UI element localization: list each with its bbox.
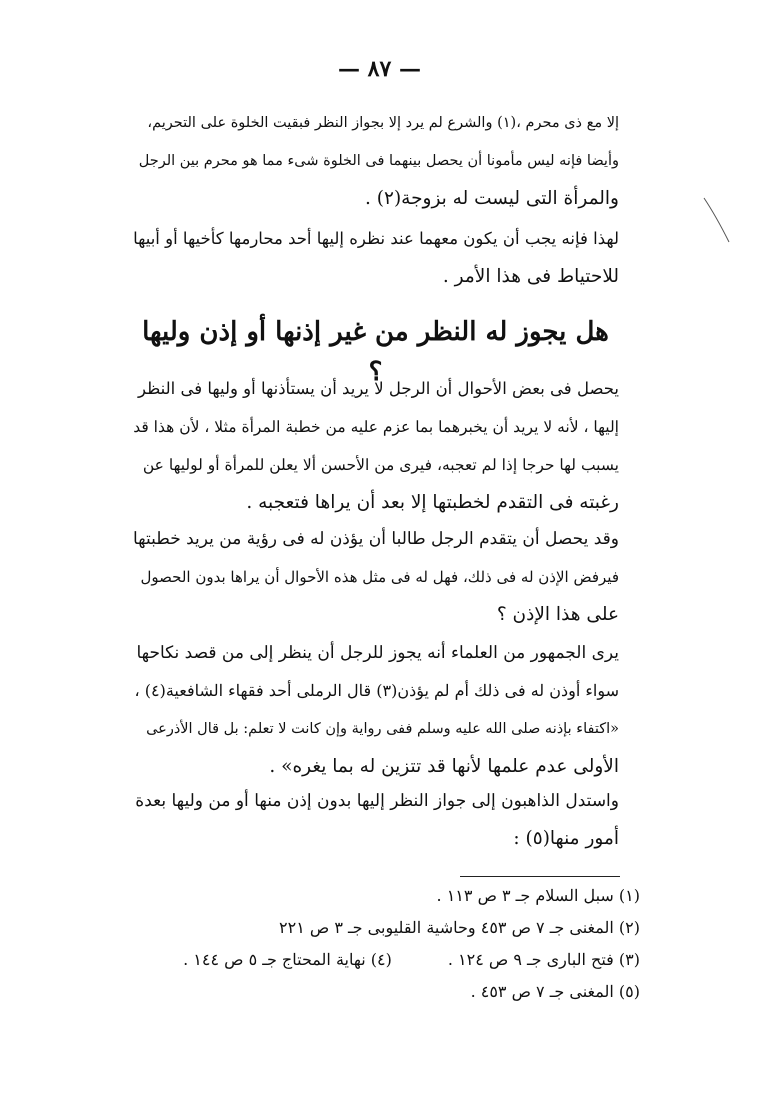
paragraph-3 (132, 370, 619, 522)
text-line: على هذا الإذن ؟ (496, 604, 619, 625)
footnotes (140, 880, 640, 1008)
margin-mark-icon (702, 196, 732, 246)
paragraph-1 (132, 104, 619, 218)
text-line: وقد يحصل أن يتقدم الرجل طالبا أن يؤذن له فى رؤية من يريد خطبتها (133, 529, 619, 549)
paragraph-5 (132, 634, 619, 786)
text-line: «اكتفاء بإذنه صلى الله عليه وسلم ففى رواية وإن كانت لا تعلم: بل قال الأذرعى (146, 721, 619, 737)
text-line: واستدل الذاهبون إلى جواز النظر إليها بدون إذن منها أو من وليها بعدة (135, 791, 619, 811)
text-line: والمرأة التى ليست له بزوجة(٢) . (365, 188, 619, 209)
footnote-5: (٥) المغنى جـ ٧ ص ٤٥٣ . (470, 982, 640, 1001)
footnote-3: (٣) فتح البارى جـ ٩ ص ١٢٤ . (447, 950, 640, 969)
footnote-2: (٢) المغنى جـ ٧ ص ٤٥٣ وحاشية القليوبى جـ ٣ ص ٢٢١ (279, 918, 640, 937)
paragraph-2 (132, 220, 619, 296)
footnote-4: (٤) نهاية المحتاج جـ ٥ ص ١٤٤ . (183, 950, 392, 969)
section-heading: هل يجوز له النظر من غير إذنها أو إذن وليها ؟ (142, 317, 609, 387)
footnote-divider (460, 876, 620, 877)
text-line: لهذا فإنه يجب أن يكون معهما عند نظره إليها أحد محارمها كأخيها أو أبيها (133, 229, 619, 248)
page-number: — ٨٧ — (338, 56, 421, 82)
text-line: يحصل فى بعض الأحوال أن الرجل لا يريد أن يستأذنها أو وليها فى النظر (137, 379, 619, 398)
text-line: الأولى عدم علمها لأنها قد تتزين له بما يغره» . (269, 756, 619, 777)
text-line: للاحتياط فى هذا الأمر . (442, 266, 619, 287)
text-line: سواء أوذن له فى ذلك أم لم يؤذن(٣) قال الرملى أحد فقهاء الشافعية(٤) ، (134, 681, 619, 700)
footnote-row-3-4 (140, 944, 640, 976)
text-line: أمور منها(٥) : (513, 828, 619, 849)
text-line: يسبب لها حرجا إذا لم تعجبه، فيرى من الأحسن ألا يعلن للمرأة أو لوليها عن (142, 456, 619, 474)
text-line: يرى الجمهور من العلماء أنه يجوز للرجل أن ينظر إلى من قصد نكاحها (136, 643, 619, 663)
text-line: وأيضا فإنه ليس مأمونا أن يحصل بينهما فى الخلوة شىء مما هو محرم بين الرجل (138, 153, 619, 169)
text-line: إلا مع ذى محرم ،(١) والشرع لم يرد إلا بجواز النظر فبقيت الخلوة على التحريم، (147, 115, 619, 131)
footnote-1: (١) سبل السلام جـ ٣ ص ١١٣ . (436, 886, 640, 905)
text-line: فيرفض الإذن له فى ذلك، فهل له فى مثل هذه الأحوال أن يراها بدون الحصول (140, 568, 619, 586)
text-line: رغبته فى التقدم لخطبتها إلا بعد أن يراها فتعجبه . (246, 492, 619, 513)
paragraph-4 (132, 520, 619, 634)
paragraph-6 (132, 782, 619, 858)
text-line: إليها ، لأنه لا يريد أن يخبرهما بما عزم عليه من خطبة المرأة مثلا ، لأن هذا قد (133, 418, 619, 436)
